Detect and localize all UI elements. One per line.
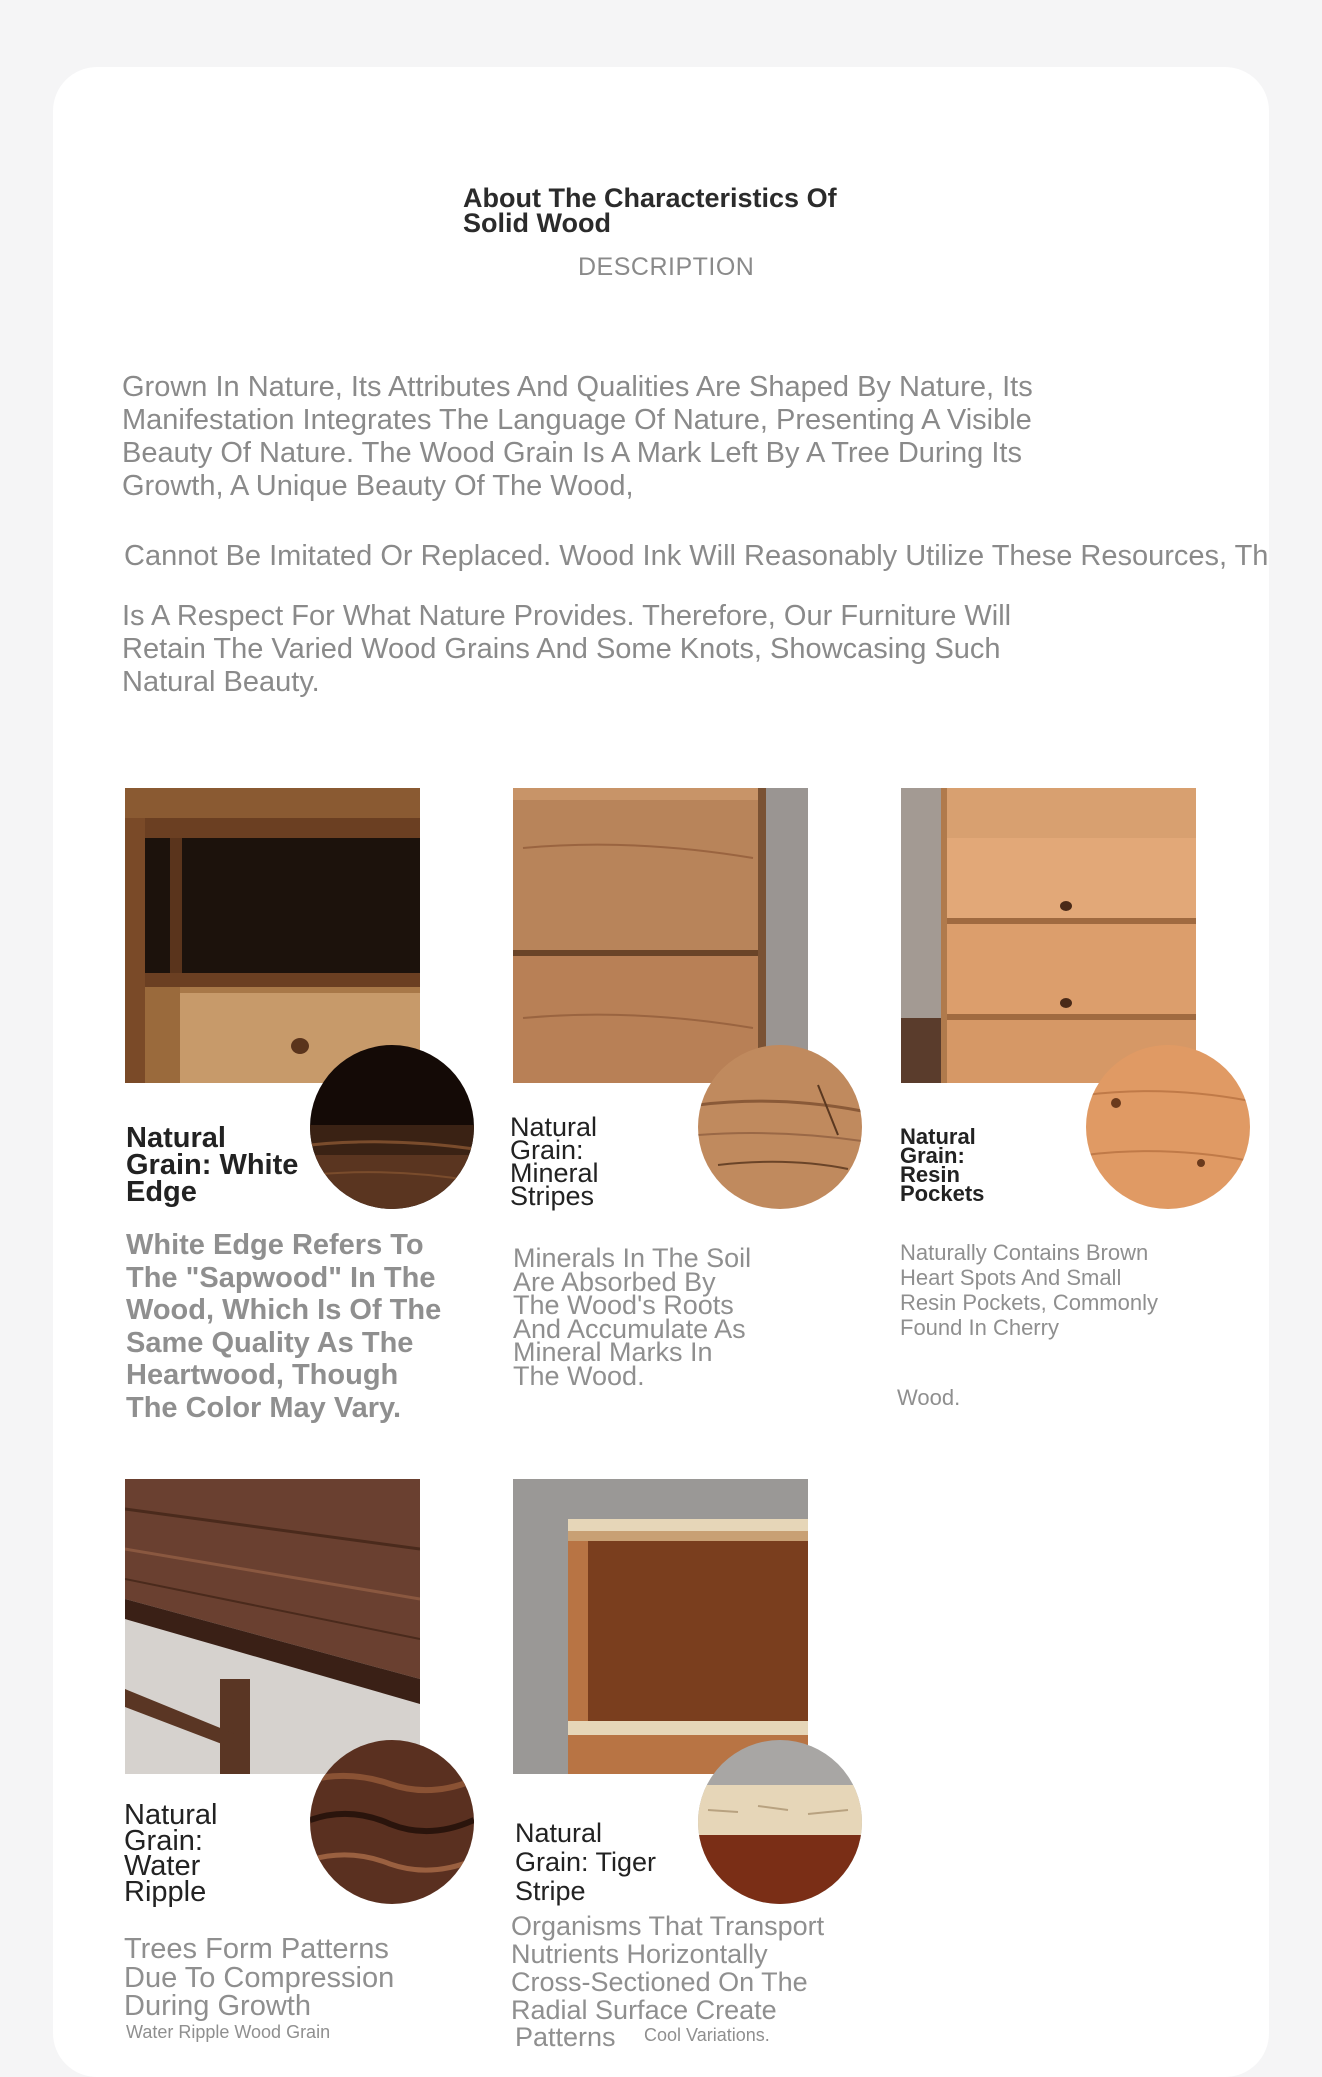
resin-pockets-description: Naturally Contains Brown Heart Spots And Small Resin Pockets, Commonly Found In Cherry: [900, 1240, 1158, 1340]
resin-pockets-closeup: [1086, 1045, 1250, 1209]
resin-pockets-title: Natural Grain: Resin Pockets: [900, 1124, 985, 1206]
drawer-fronts-photo: [513, 788, 808, 1083]
open-shelf-photo: [513, 1479, 808, 1774]
walnut-table-photo: [125, 1479, 420, 1774]
page-title: About The Characteristics Of Solid Wood: [463, 183, 837, 238]
mineral-stripes-title: Natural Grain: Mineral Stripes: [510, 1112, 599, 1211]
mineral-stripes-description: Minerals In The Soil Are Absorbed By The Wood's Roots And Accumulate As Mineral Marks In The Wood.: [513, 1243, 752, 1391]
water-ripple-closeup: [310, 1740, 474, 1904]
water-ripple-description: Trees Form Patterns Due To Compression During Growth: [124, 1933, 395, 2022]
white-edge-description: White Edge Refers To The "Sapwood" In The Wood, Which Is Of The Same Quality As The Heartwood, Though The Color May Vary.: [126, 1229, 442, 1424]
tiger-stripe-title: Natural Grain: Tiger Stripe: [515, 1818, 657, 1906]
resin-pockets-description-end: Wood.: [897, 1385, 961, 1410]
tiger-stripe-closeup: [698, 1740, 862, 1904]
water-ripple-title: Natural Grain: Water Ripple: [124, 1799, 218, 1908]
intro-paragraph-3: Is A Respect For What Nature Provides. Therefore, Our Furniture Will Retain The Varied Wood Grains And Some Knots, Showcasing Such Natural Beauty.: [122, 600, 1012, 698]
tiger-stripe-description-note: Cool Variations.: [644, 2025, 770, 2045]
mineral-stripes-closeup: [698, 1045, 862, 1209]
tiger-stripe-description-end: Patterns: [515, 2022, 616, 2052]
cherry-dresser-photo: [901, 788, 1196, 1083]
intro-paragraph-2: Cannot Be Imitated Or Replaced. Wood Ink Will Reasonably Utilize These Resources, Th: [124, 540, 1269, 572]
white-edge-closeup: [310, 1045, 474, 1209]
nightstand-photo: [125, 788, 420, 1083]
white-edge-title: Natural Grain: White Edge: [126, 1122, 299, 1208]
water-ripple-description-end: Water Ripple Wood Grain: [126, 2022, 331, 2042]
page-subtitle: DESCRIPTION: [578, 253, 755, 281]
tiger-stripe-description: Organisms That Transport Nutrients Horizontally Cross-Sectioned On The Radial Surface Create: [511, 1911, 825, 2025]
intro-paragraph-1: Grown In Nature, Its Attributes And Qualities Are Shaped By Nature, Its Manifestation Integrates The Language Of Nature, Presenting A Visible Beauty Of Nature. The Wood Grain Is A Mark Left By A Tree During Its Growth, A Unique Beauty Of The Wood,: [122, 371, 1033, 502]
